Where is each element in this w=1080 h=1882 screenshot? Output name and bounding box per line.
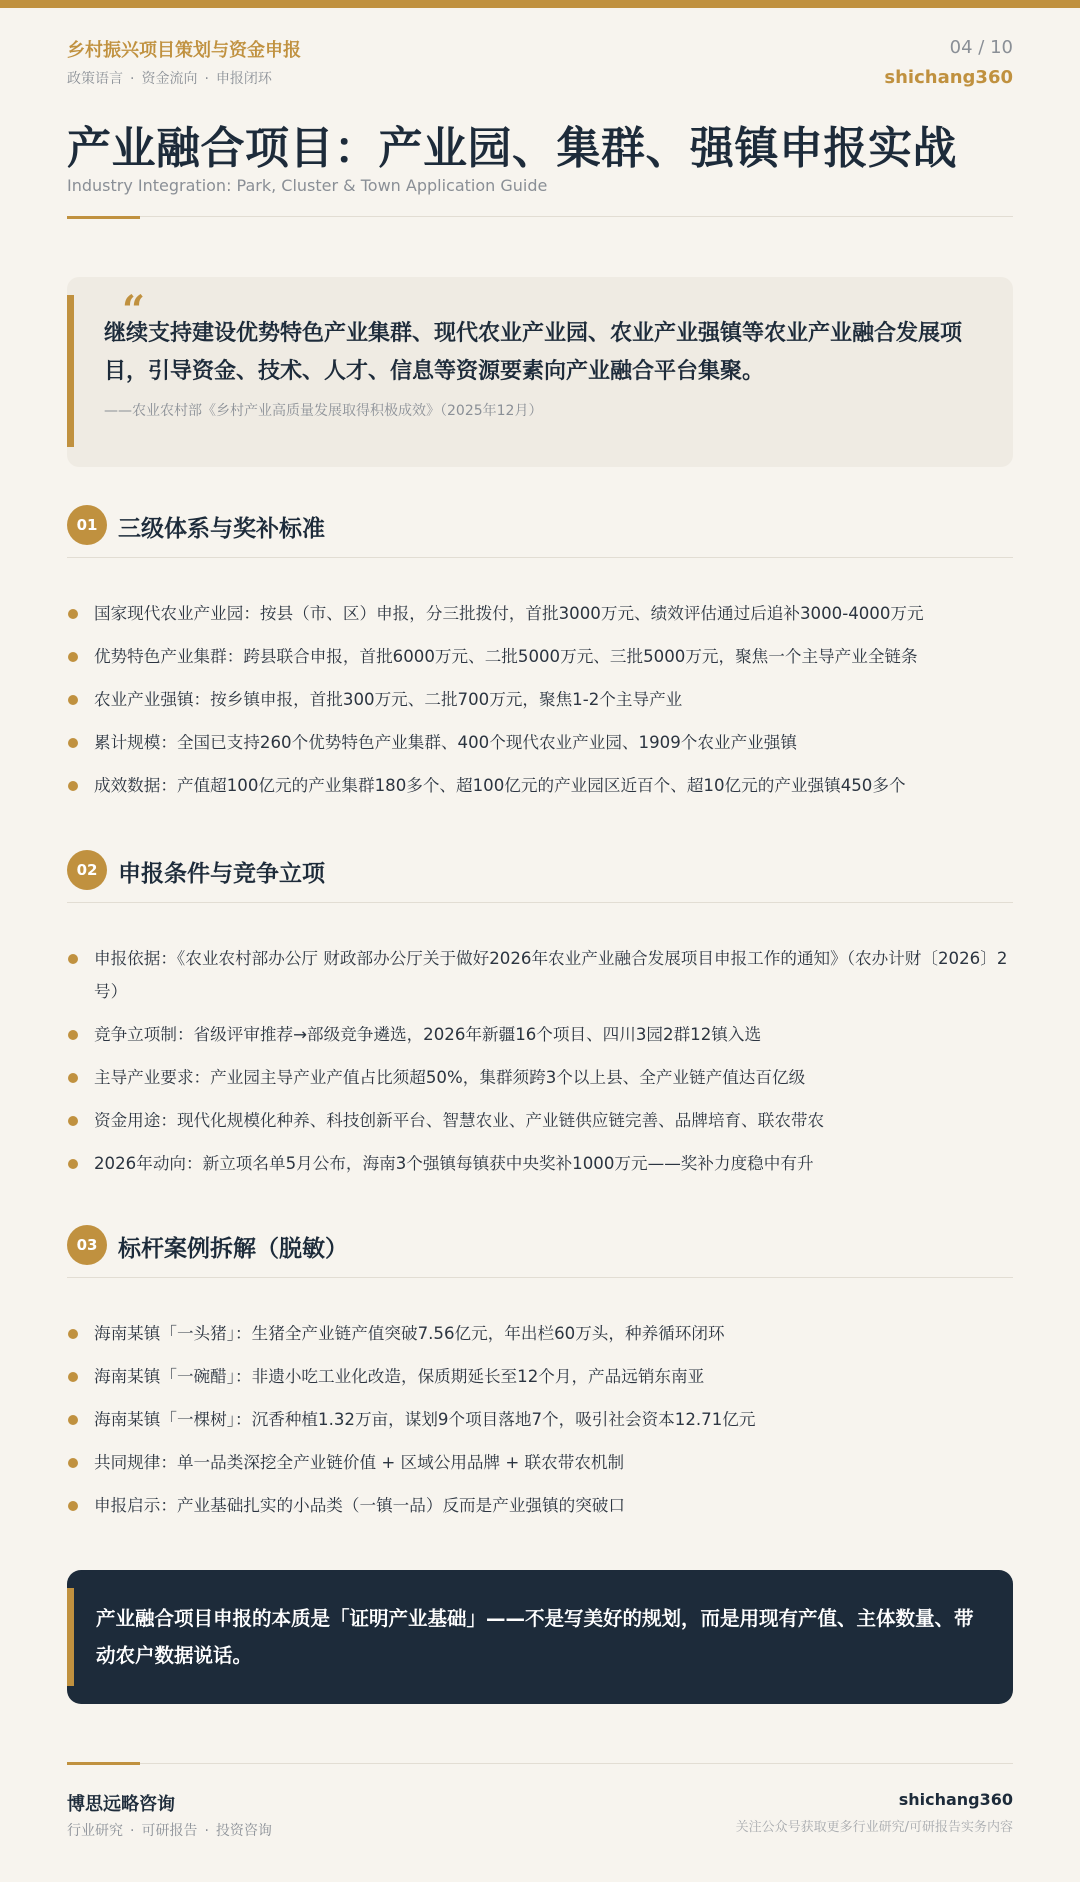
conclusion-text: 产业融合项目申报的本质是「证明产业基础」——不是写美好的规划，而是用现有产值、主体数量、带动农户数据说话。 [96,1607,974,1667]
section-03 [67,1225,1013,1525]
series-tag: 申报闭环 [215,71,272,87]
bullet-dot-icon [68,1458,78,1468]
bullet-list [67,597,1013,812]
series-tag: 资金流向 [141,71,198,87]
list-item [67,1360,1013,1393]
list-item [67,1147,1013,1180]
footer-account-id: shichang360 [898,1790,1013,1809]
bullet-dot-icon [68,1329,78,1339]
series-title: 乡村振兴项目策划与资金申报 [67,40,301,61]
header [67,36,1013,96]
list-item-text: 国家现代农业产业园：按县（市、区）申报，分三批拨付，首批3000万元、绩效评估通过后追补3000-4000万元 [94,604,924,623]
bullet-list [67,1317,1013,1532]
quote-accent-bar [67,295,74,447]
section-header [67,1225,1013,1265]
list-item [67,1317,1013,1350]
footer-tag: 投资咨询 [215,1823,272,1839]
list-item-text: 竞争立项制：省级评审推荐→部级竞争遴选，2026年新疆16个项目、四川3园2群12镇入选 [94,1025,762,1044]
list-item [67,726,1013,759]
series-tag: 政策语言 [67,71,123,87]
section-number-badge: 01 [67,505,107,545]
list-item [67,1489,1013,1522]
footer-divider-accent [67,1762,140,1765]
list-item-text: 申报启示：产业基础扎实的小品类（一镇一品）反而是产业强镇的突破口 [94,1496,625,1515]
bullet-dot-icon [68,1372,78,1382]
list-item [67,769,1013,802]
bullet-list [67,942,1013,1190]
title-divider [67,216,1013,217]
list-item [67,1446,1013,1479]
section-divider [67,902,1013,903]
list-item [67,640,1013,673]
bullet-dot-icon [68,954,78,964]
bullet-dot-icon [68,1030,78,1040]
list-item [67,1104,1013,1137]
list-item [67,1403,1013,1436]
quote-mark-icon: “ [122,287,146,334]
footer-tag: 可研报告 [141,1823,198,1839]
section-01 [67,505,1013,805]
footer-tag: 行业研究 [67,1823,123,1839]
section-title: 申报条件与竞争立项 [118,861,325,887]
page-subtitle: Industry Integration: Park, Cluster & Town Application Guide [67,176,548,195]
quote-source: ——农业农村部《乡村产业高质量发展取得积极成效》（2025年12月） [104,403,543,419]
bullet-dot-icon [68,609,78,619]
list-item-text: 农业产业强镇：按乡镇申报，首批300万元、二批700万元，聚焦1-2个主导产业 [94,690,683,709]
list-item-text: 申报依据：《农业农村部办公厅 财政部办公厅关于做好2026年农业产业融合发展项目申报工作的通知》（农办计财〔2026〕2号） [94,949,1008,1001]
bullet-dot-icon [68,695,78,705]
bullet-dot-icon [68,1415,78,1425]
list-item [67,942,1013,1008]
list-item-text: 海南某镇「一碗醋」：非遗小吃工业化改造，保质期延长至12个月，产品远销东南亚 [94,1367,705,1386]
bullet-dot-icon [68,1073,78,1083]
list-item [67,597,1013,630]
section-divider [67,1277,1013,1278]
conclusion-box [67,1570,1013,1704]
bullet-dot-icon [68,781,78,791]
list-item-text: 2026年动向：新立项名单5月公布，海南3个强镇每镇获中央奖补1000万元——奖补力度稳中有升 [94,1154,814,1173]
section-title: 标杆案例拆解（脱敏） [118,1236,348,1262]
bullet-dot-icon [68,1501,78,1511]
footer-divider [67,1763,1013,1764]
list-item-text: 资金用途：现代化规模化种养、科技创新平台、智慧农业、产业链供应链完善、品牌培育、联农带农 [94,1111,825,1130]
quote-text: 继续支持建设优势特色产业集群、现代农业产业园、农业产业强镇等农业产业融合发展项目，引导资金、技术、人才、信息等资源要素向产业融合平台集聚。 [104,321,963,384]
list-item-text: 主导产业要求：产业园主导产业产值占比须超50%，集群须跨3个以上县、全产业链产值达百亿级 [94,1068,806,1087]
list-item-text: 海南某镇「一棵树」：沉香种植1.32万亩，谋划9个项目落地7个，吸引社会资本12.71亿元 [94,1410,756,1429]
list-item [67,1018,1013,1051]
page-title: 产业融合项目：产业园、集群、强镇申报实战 [67,123,957,174]
bullet-dot-icon [68,652,78,662]
section-number-badge: 02 [67,850,107,890]
bullet-dot-icon [68,1116,78,1126]
footer-brand: 博思远略咨询 [67,1794,175,1815]
list-item [67,1061,1013,1094]
section-divider [67,557,1013,558]
bullet-dot-icon [68,738,78,748]
list-item-text: 累计规模：全国已支持260个优势特色产业集群、400个现代农业产业园、1909个农业产业强镇 [94,733,797,752]
title-divider-accent [67,216,140,219]
section-header [67,850,1013,890]
list-item-text: 共同规律：单一品类深挖全产业链价值 + 区域公用品牌 + 联农带农机制 [94,1453,625,1472]
section-title: 三级体系与奖补标准 [118,516,325,542]
bullet-dot-icon [68,1159,78,1169]
list-item [67,683,1013,716]
brand-top: shichang360 [884,67,1013,88]
footer-tags: 行业研究 · 可研报告 · 投资咨询 [67,1823,272,1839]
list-item-text: 海南某镇「一头猪」：生猪全产业链产值突破7.56亿元，年出栏60万头，种养循环闭环 [94,1324,725,1343]
top-accent-bar [0,0,1080,8]
section-number-badge: 03 [67,1225,107,1265]
list-item-text: 优势特色产业集群：跨县联合申报，首批6000万元、二批5000万元、三批5000万元，聚焦一个主导产业全链条 [94,647,918,666]
footer-note: 关注公众号获取更多行业研究/可研报告实务内容 [735,1820,1013,1835]
section-header [67,505,1013,545]
page-number: 04 / 10 [949,37,1013,58]
section-02 [67,850,1013,1180]
list-item-text: 成效数据：产值超100亿元的产业集群180多个、超100亿元的产业园区近百个、超10亿元的产业强镇450多个 [94,776,906,795]
series-tags: 政策语言 · 资金流向 · 申报闭环 [67,71,272,87]
conclusion-accent-bar [67,1588,74,1686]
policy-quote [67,277,1013,467]
